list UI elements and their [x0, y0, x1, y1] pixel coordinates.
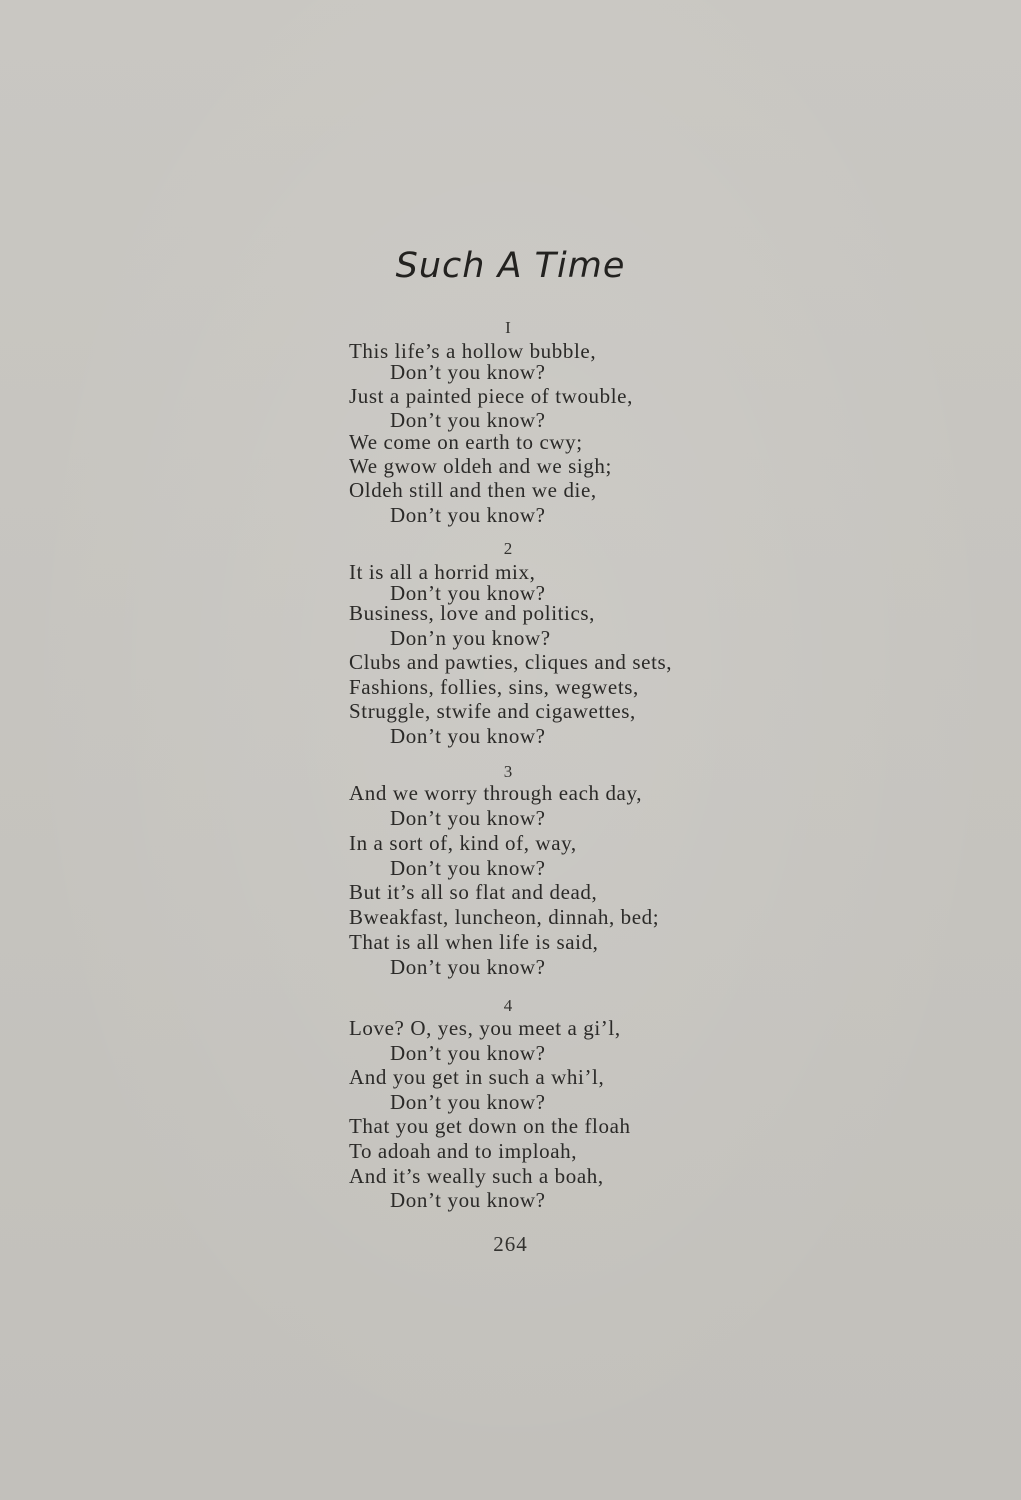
poem-line: Don’t you know?	[390, 1041, 546, 1065]
poem-line: Business, love and politics,	[349, 601, 596, 625]
poem-line: Don’t you know?	[390, 503, 546, 527]
poem-line: Struggle, stwife and cigawettes,	[349, 699, 636, 723]
poem-line: That you get down on the floah	[349, 1114, 631, 1138]
poem-line: Fashions, follies, sins, wegwets,	[349, 675, 639, 699]
poem-line: And we worry through each day,	[349, 781, 643, 805]
stanza-number: I	[505, 318, 511, 337]
poem-line: And it’s weally such a boah,	[349, 1164, 604, 1188]
poem-line: Don’t you know?	[390, 806, 546, 830]
poem-line: Bweakfast, luncheon, dinnah, bed;	[349, 905, 660, 929]
poem-line: Don’t you know?	[390, 724, 546, 748]
poem-line: Don’t you know?	[390, 581, 546, 605]
poem-line: We come on earth to cwy;	[349, 430, 583, 454]
poem-line: Just a painted piece of twouble,	[349, 384, 633, 408]
poem-line: Don’t you know?	[390, 955, 546, 979]
stanza-number: 4	[503, 996, 513, 1015]
stanza-number: 2	[503, 539, 513, 558]
poem-line: Don’t you know?	[390, 856, 546, 880]
poem-line: To adoah and to imploah,	[349, 1139, 578, 1163]
poem-title: Such A Time	[395, 246, 626, 286]
page-number: 264	[493, 1232, 528, 1256]
poem-line: We gwow oldeh and we sigh;	[349, 454, 612, 478]
poem-line: This life’s a hollow bubble,	[349, 339, 597, 363]
poem-line: Don’t you know?	[390, 360, 546, 384]
poem-line: Love? O, yes, you meet a gi’l,	[349, 1016, 621, 1040]
poem-line: In a sort of, kind of, way,	[349, 831, 577, 855]
poem-line: Don’t you know?	[390, 408, 546, 432]
poem-line: Oldeh still and then we die,	[349, 478, 597, 502]
poem-line: Clubs and pawties, cliques and sets,	[349, 650, 673, 674]
stanza-number: 3	[503, 762, 513, 781]
poem-line: Don’t you know?	[390, 1090, 546, 1114]
poem-line: That is all when life is said,	[349, 930, 599, 954]
poem-line: Don’n you know?	[390, 626, 551, 650]
poem-line: But it’s all so flat and dead,	[349, 880, 598, 904]
poem-line: Don’t you know?	[390, 1188, 546, 1212]
poem-line: It is all a horrid mix,	[349, 560, 536, 584]
poem-line: And you get in such a whi’l,	[349, 1065, 605, 1089]
